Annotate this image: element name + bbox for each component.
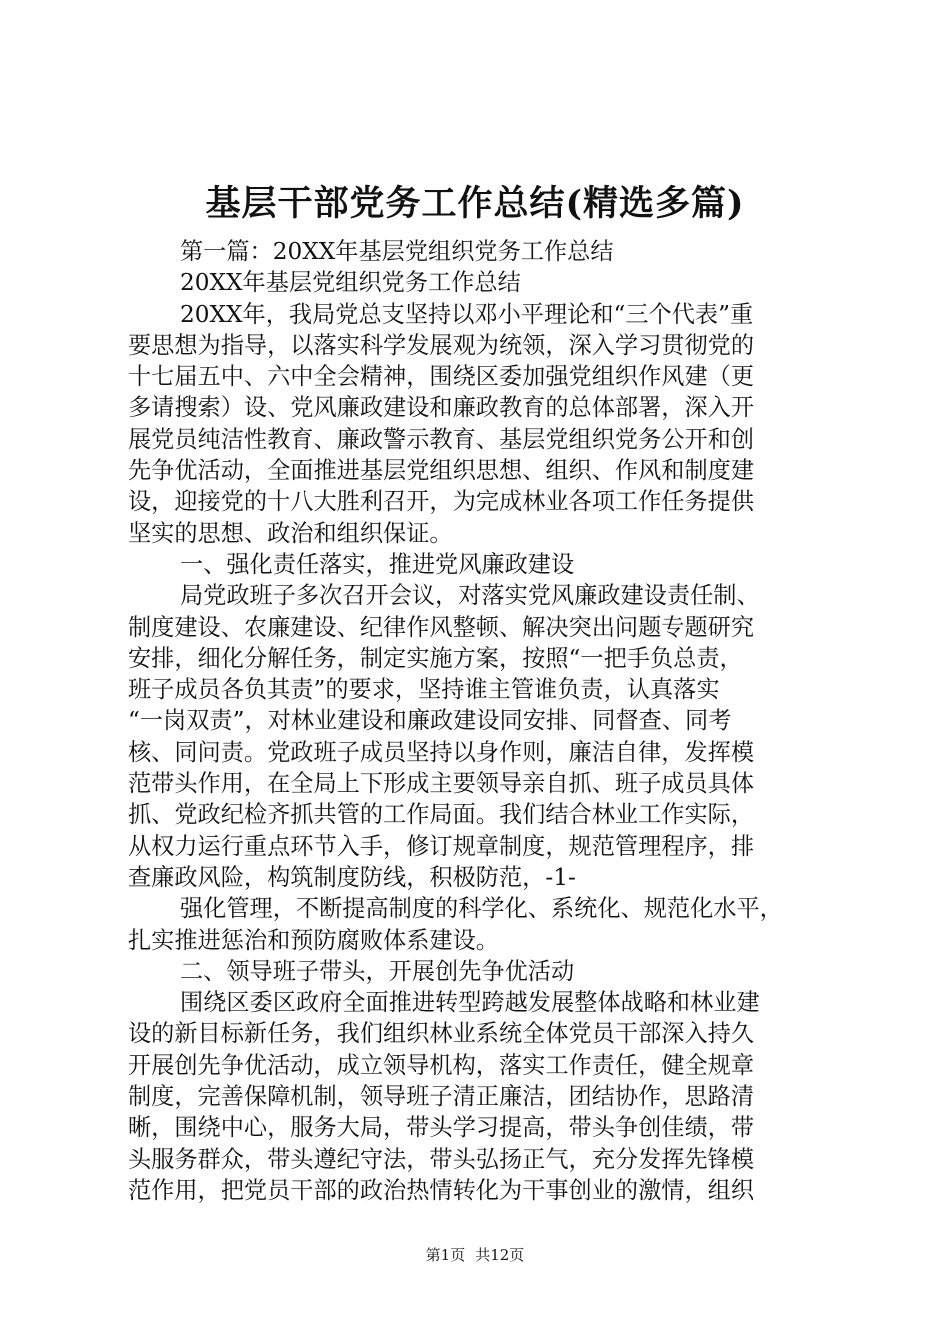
text-line: 要思想为指导，以落实科学发展观为统领，深入学习贯彻党的 — [128, 331, 755, 359]
text-line: 强化管理，不断提高制度的科学化、系统化、规范化水平， — [180, 895, 783, 923]
text-line: 坚实的思想、政治和组织保证。 — [128, 519, 453, 547]
text-line: 核、同问责。党政班子成员坚持以身作则，廉洁自律，发挥模 — [128, 738, 755, 766]
section-heading: 一、强化责任落实，推进党风廉政建设 — [180, 550, 575, 578]
text-line: 班子成员各负其责”的要求，坚持谁主管谁负责，认真落实 — [128, 676, 720, 704]
text-line: 安排，细化分解任务，制定实施方案，按照“一把手负总责， — [128, 644, 743, 672]
page-footer — [0, 1245, 950, 1265]
text-line: 设的新目标新任务，我们组织林业系统全体党员干部深入持久 — [128, 1020, 755, 1048]
text-line: 制度建设、农廉建设、纪律作风整顿、解决突出问题专题研究 — [128, 613, 755, 641]
text-line: 局党政班子多次召开会议，对落实党风廉政建设责任制、 — [180, 582, 760, 610]
text-line: 查廉政风险，构筑制度防线，积极防范，-1- — [128, 863, 576, 891]
text-line: 头服务群众，带头遵纪守法，带头弘扬正气，充分发挥先锋模 — [128, 1145, 755, 1173]
text-line: 展党员纯洁性教育、廉政警示教育、基层党组织党务公开和创 — [128, 425, 755, 453]
text-line: 制度，完善保障机制，领导班子清正廉洁，团结协作，思路清 — [128, 1083, 755, 1111]
text-line: 20XX年，我局党总支坚持以邓小平理论和“三个代表”重 — [180, 300, 754, 328]
text-line: 第一篇：20XX年基层党组织党务工作总结 — [180, 238, 614, 265]
text-line: 开展创先争优活动，成立领导机构，落实工作责任，健全规章 — [128, 1051, 755, 1079]
text-line: 扎实推进惩治和预防腐败体系建设。 — [128, 926, 499, 954]
page-number: 第1页 — [425, 1246, 466, 1264]
text-line: 围绕区委区政府全面推进转型跨越发展整体战略和林业建 — [180, 989, 760, 1017]
document-body — [128, 236, 828, 1206]
section-heading: 二、领导班子带头，开展创先争优活动 — [180, 957, 575, 985]
text-line: 从权力运行重点环节入手，修订规章制度，规范管理程序，排 — [128, 832, 755, 860]
text-line: 先争优活动，全面推进基层党组织思想、组织、作风和制度建 — [128, 457, 755, 485]
text-line: 多请搜索）设、党风廉政建设和廉政教育的总体部署，深入开 — [128, 394, 755, 422]
text-line: 设，迎接党的十八大胜利召开，为完成林业各项工作任务提供 — [128, 488, 755, 516]
document-title: 基层干部党务工作总结(精选多篇) — [205, 183, 745, 224]
text-line: 范作用，把党员干部的政治热情转化为干事创业的激情，组织 — [128, 1176, 755, 1204]
text-line: 十七届五中、六中全会精神，围绕区委加强党组织作风建（更 — [128, 363, 755, 391]
page-total: 共12页 — [475, 1246, 525, 1264]
text-line: “一岗双责”，对林业建设和廉政建设同安排、同督查、同考 — [128, 707, 732, 735]
text-line: 晰，围绕中心，服务大局，带头学习提高，带头争创佳绩，带 — [128, 1114, 755, 1142]
text-line: 抓、党政纪检齐抓共管的工作局面。我们结合林业工作实际， — [128, 801, 755, 829]
text-line: 20XX年基层党组织党务工作总结 — [180, 269, 521, 297]
text-line: 范带头作用，在全局上下形成主要领导亲自抓、班子成员具体 — [128, 770, 755, 798]
